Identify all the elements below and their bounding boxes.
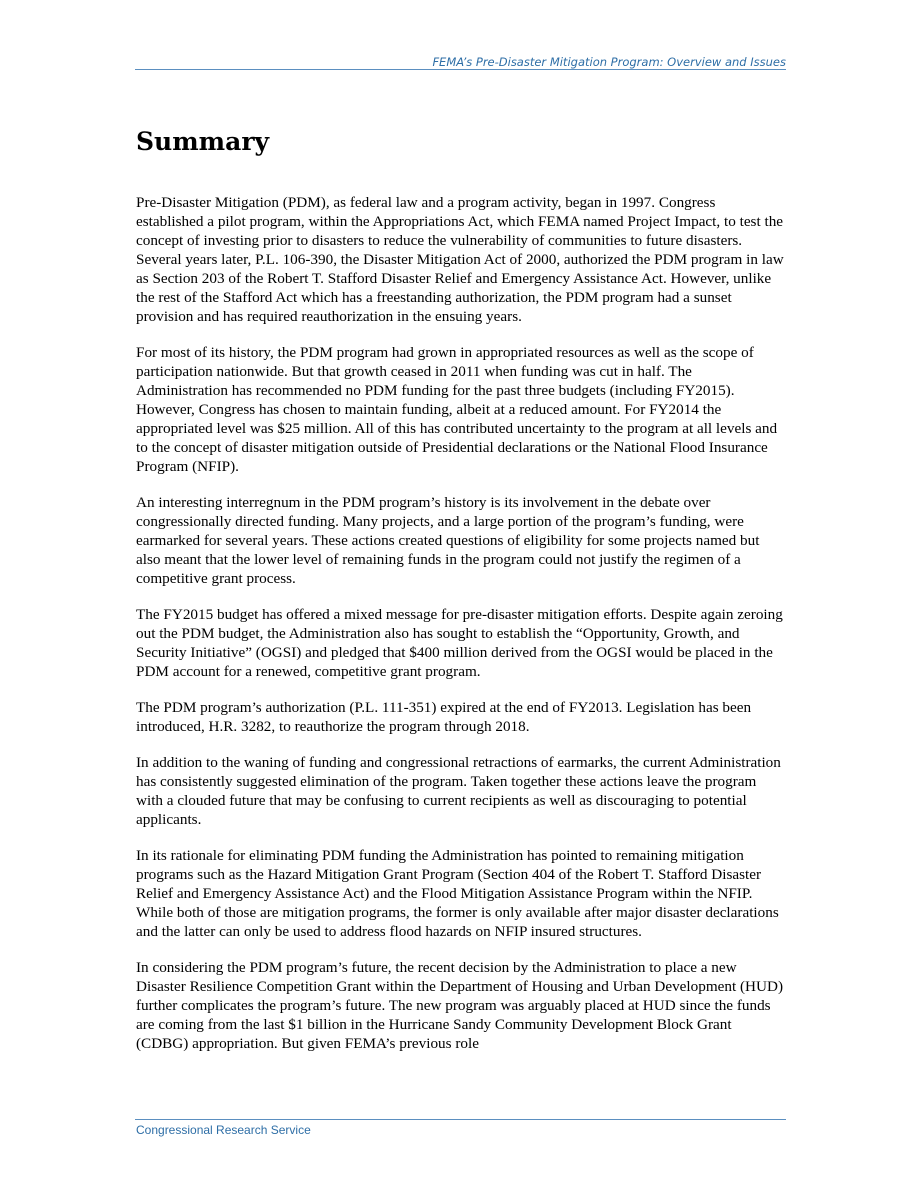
- paragraph-5: The PDM program’s authorization (P.L. 111-351) expired at the end of FY2013. Legislation has been introduced, H.R. 3282, to reauthorize the program through 2018.: [136, 699, 752, 735]
- paragraph-7: In its rationale for eliminating PDM funding the Administration has pointed to remaining mitigation programs such as the Hazard Mitigation Grant Program (Section 404 of the Robert T. Stafford Disaster Relief and Emergency Assistance Act) and the Flood Mitigation Assistance Program within the NFIP. While both of those are mitigation programs, the former is only available after major disaster declarations and the latter can only be used to address flood hazards on NFIP insured structures.: [136, 847, 779, 940]
- paragraph-2: For most of its history, the PDM program had grown in appropriated resources as well as the scope of participation nationwide. But that growth ceased in 2011 when funding was cut in half. The Administration has recommended no PDM funding for the past three budgets (including FY2015). However, Congress has chosen to maintain funding, albeit at a reduced amount. For FY2014 the appropriated level was $25 million. All of this has contributed uncertainty to the program at all levels and to the concept of disaster mitigation outside of Presidential declarations or the National Flood Insurance Program (NFIP).: [136, 344, 778, 475]
- running-header-title: FEMA’s Pre-Disaster Mitigation Program: Overview and Issues: [432, 55, 786, 69]
- paragraph-4: The FY2015 budget has offered a mixed message for pre-disaster mitigation efforts. Despite again zeroing out the PDM budget, the Administration also has sought to establish the “Opportunity, Growth, and Security Initiative” (OGSI) and pledged that $400 million derived from the OGSI would be placed in the PDM account for a renewed, competitive grant program.: [136, 606, 783, 680]
- header-divider: [135, 69, 786, 70]
- paragraph-3: An interesting interregnum in the PDM program’s history is its involvement in the debate over congressionally directed funding. Many projects, and a large portion of the program’s funding, were earmarked for several years. These actions created questions of eligibility for some projects named but also meant that the lower level of remaining funds in the program could not justify the regimen of a competitive grant process.: [136, 494, 760, 587]
- summary-heading: Summary: [136, 127, 270, 156]
- page-body: [136, 124, 786, 1070]
- paragraph-8: In considering the PDM program’s future, the recent decision by the Administration to place a new Disaster Resilience Competition Grant within the Department of Housing and Urban Development (HUD) further complicates the program’s future. The new program was arguably placed at HUD since the funds are coming from the last $1 billion in the Hurricane Sandy Community Development Block Grant (CDBG) appropriation. But given FEMA’s previous role: [136, 959, 784, 1052]
- paragraph-6: In addition to the waning of funding and congressional retractions of earmarks, the current Administration has consistently suggested elimination of the program. Taken together these actions leave the program with a clouded future that may be confusing to current recipients as well as discouraging to potential applicants.: [136, 754, 781, 828]
- footer-divider: [135, 1119, 786, 1120]
- footer-publisher: Congressional Research Service: [136, 1123, 311, 1137]
- paragraph-1: Pre-Disaster Mitigation (PDM), as federal law and a program activity, began in 1997. Congress established a pilot program, within the Appropriations Act, which FEMA named Project Impact, to test the concept of investing prior to disasters to reduce the vulnerability of communities to future disasters. Several years later, P.L. 106-390, the Disaster Mitigation Act of 2000, authorized the PDM program in law as Section 203 of the Robert T. Stafford Disaster Relief and Emergency Assistance Act. However, unlike the rest of the Stafford Act which has a freestanding authorization, the PDM program had a sunset provision and has required reauthorization in the ensuing years.: [136, 194, 784, 325]
